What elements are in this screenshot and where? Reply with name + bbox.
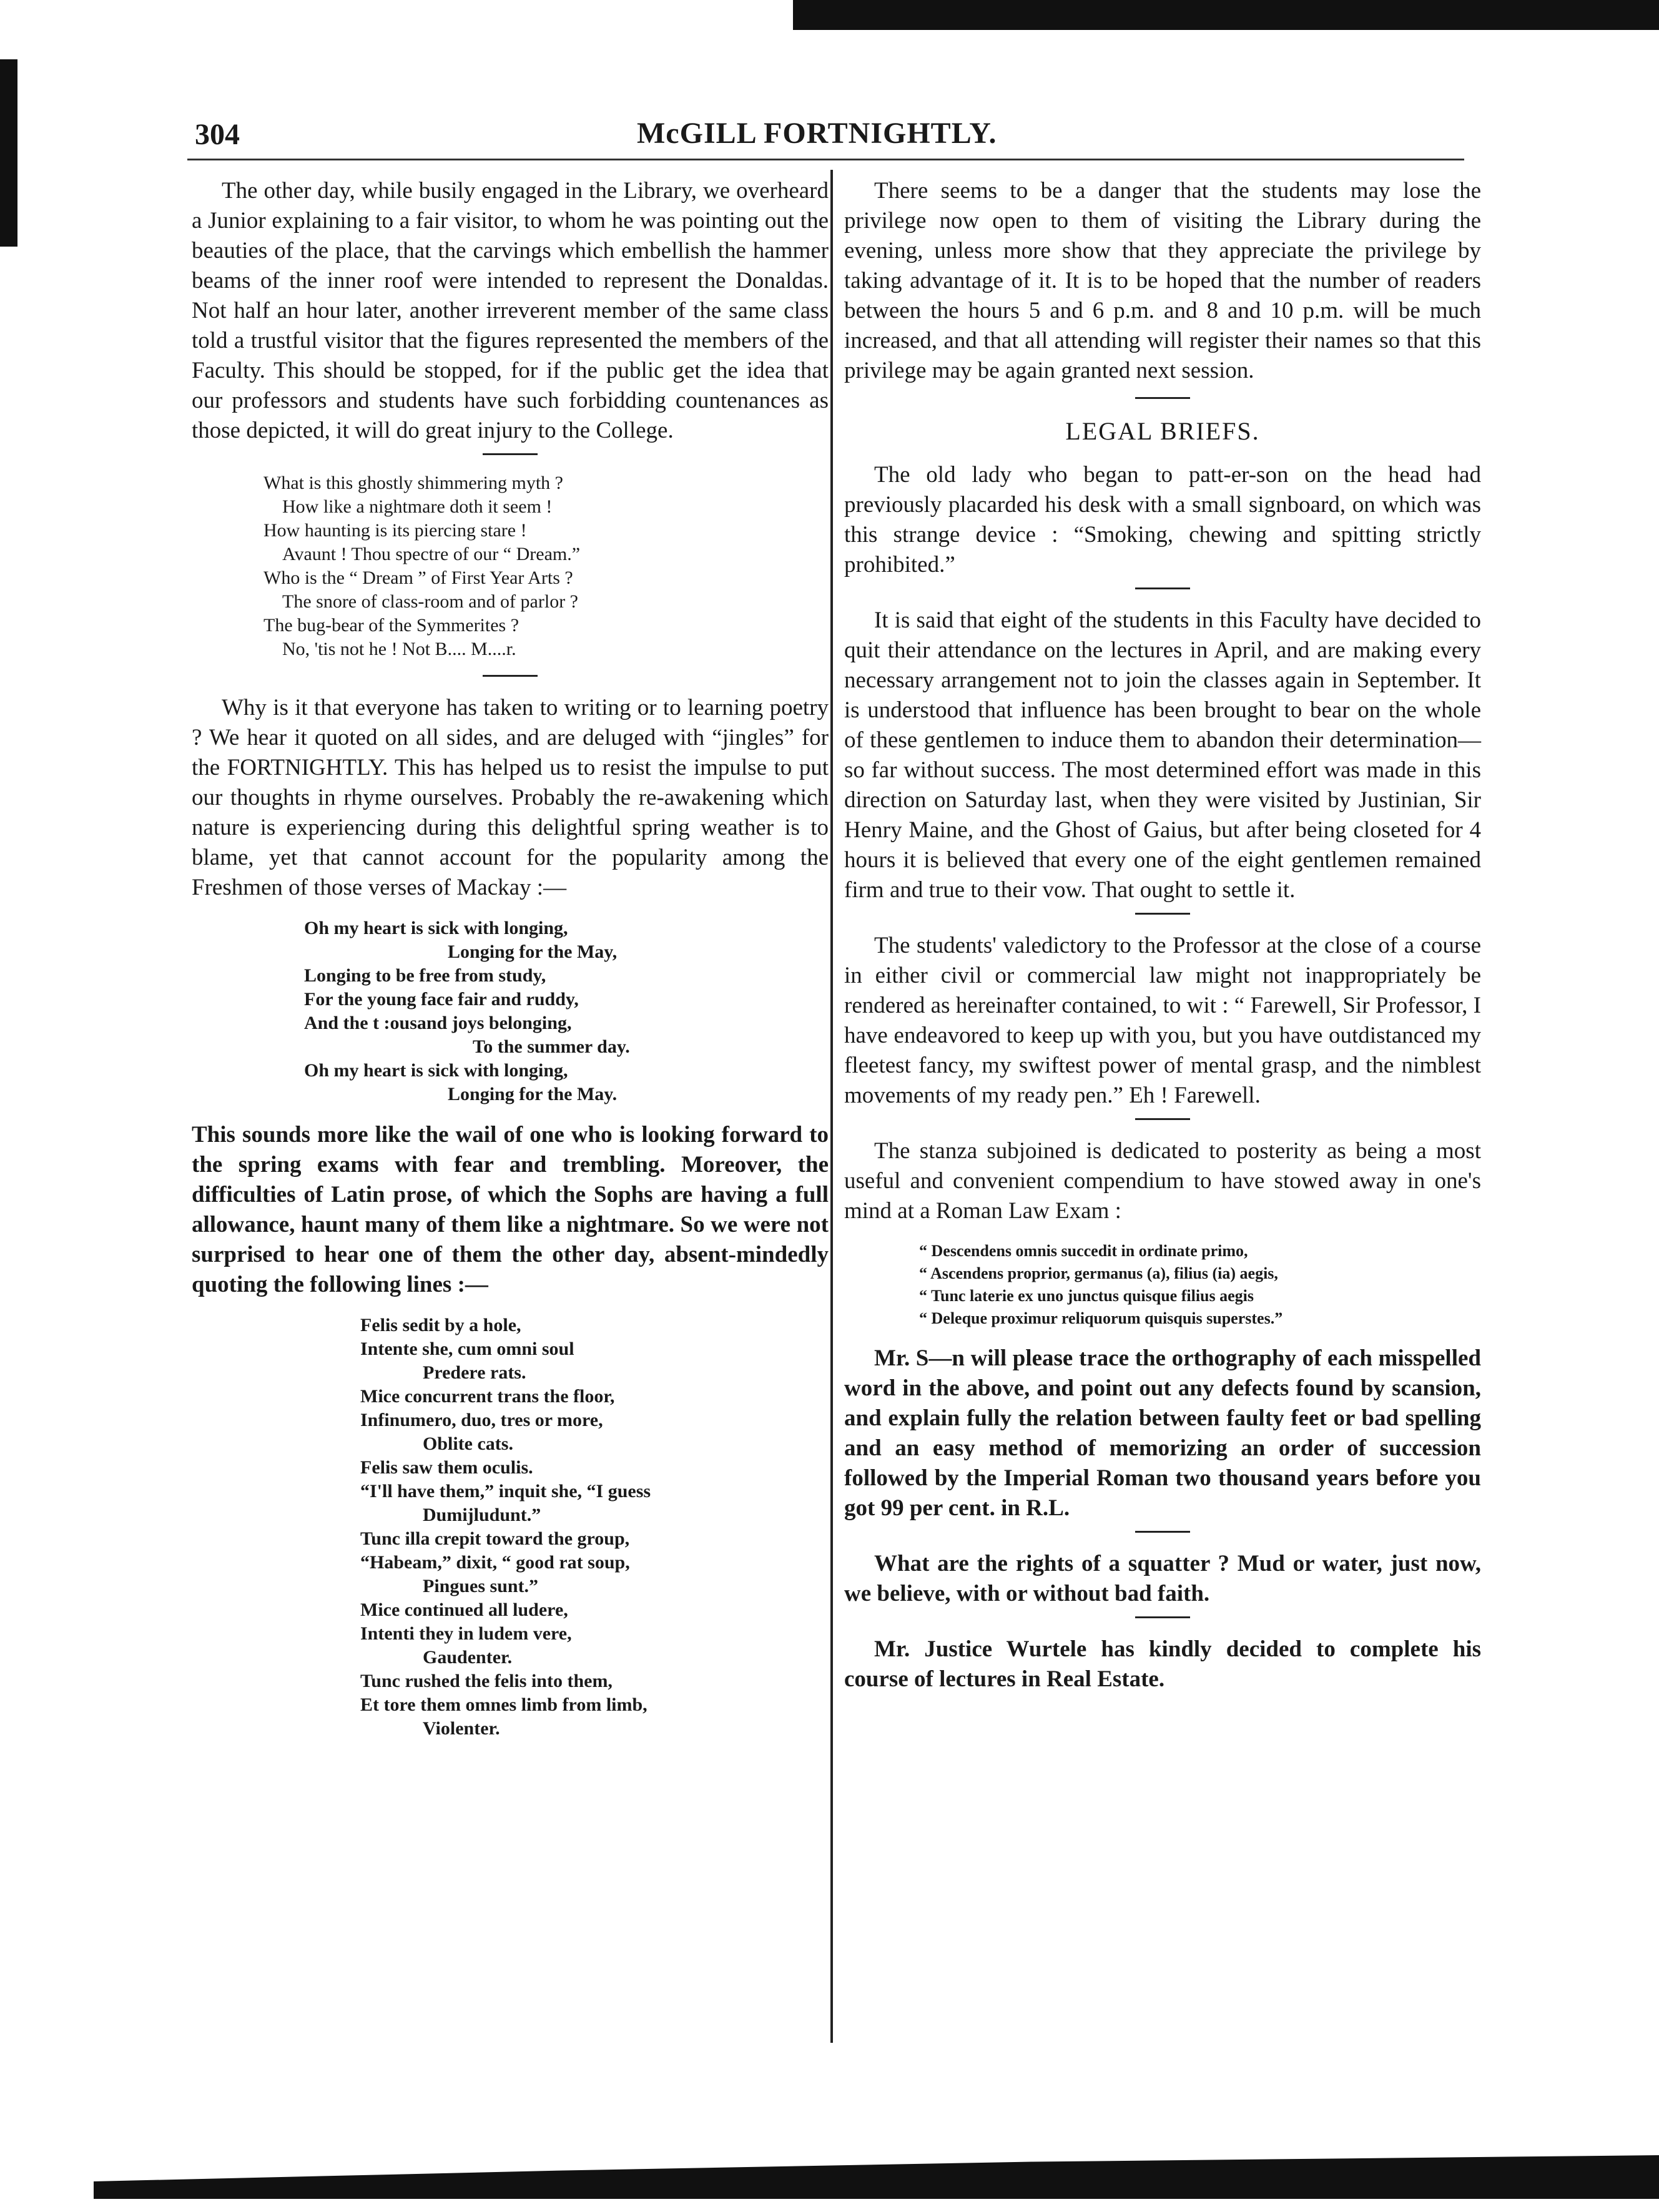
section-separator xyxy=(483,675,538,677)
poem-line: Dumijludunt.” xyxy=(423,1505,541,1525)
mackay-verses xyxy=(304,917,829,1106)
poem-line: Felis sedit by a hole, xyxy=(360,1315,521,1335)
poem-line: Et tore them omnes limb from limb, xyxy=(360,1694,647,1715)
section-separator xyxy=(483,453,538,455)
library-evening-paragraph: There seems to be a danger that the students may lose the privilege now open to them of visiting the Library during the evening, unless more show that they appreciate the privilege by taking advantage of it. It is to be hoped that the number of readers between the hours 5 and 6 p.m. and 8 and 10 p.m. will be much increased, and that all attending will register their names so that this privilege may be again granted next session. xyxy=(844,178,1481,383)
eight-students-paragraph: It is said that eight of the students in this Faculty have decided to quit their attendance on the lectures in April, and are making every necessary arrangement not to join the classes again in September. It is understood that influence has been brought to bear on the whole of these gentlemen to induce them to abandon their determination—so far without success. The most determined effort was made in this direction on Saturday last, when they were visited by Justinian, Sir Henry Maine, and the Ghost of Gaius, but after being closeted for 4 hours it is believed that every one of the eight gentlemen remained firm and true to their vow. That ought to settle it. xyxy=(844,607,1481,903)
poem-line: Longing for the May. xyxy=(448,1084,618,1104)
old-lady-paragraph: The old lady who began to patt-er-son on the head had previously placarded his desk with a small signboard, on which was this strange device : “Smoking, chewing and spitting strictly prohibited.” xyxy=(844,462,1481,578)
poem-line: Longing to be free from study, xyxy=(304,965,546,986)
poem-line: Oh my heart is sick with longing, xyxy=(304,918,568,938)
poem-line: Infinumero, duo, tres or more, xyxy=(360,1410,603,1430)
library-paragraph: The other day, while busily engaged in the Library, we overheard a Junior explaining to a fair visitor, to whom he was pointing out the beauties of the place, that the carvings which embellish the hammer beams of the inner roof were intended to represent the Donaldas. Not half an hour later, another irreverent member of the same class told a trustful visitor that the figures represented the members of the Faculty. This should be stopped, for if the public get the idea that our professors and students have such forbidding countenances as those depicted, it will do great injury to the College. xyxy=(192,178,829,443)
poem-line: Violenter. xyxy=(423,1718,500,1739)
poem-line: And the t :ousand joys belonging, xyxy=(304,1013,572,1033)
section-separator xyxy=(1135,913,1190,915)
poem-line: The bug-bear of the Symmerites ? xyxy=(263,615,519,636)
scan-border-bottom xyxy=(94,2155,1659,2199)
header-rule xyxy=(187,159,1464,160)
stanza-intro-paragraph: The stanza subjoined is dedicated to posterity as being a most useful and convenient compendium to have stowed away in one's mind at a Roman Law Exam : xyxy=(844,1138,1481,1224)
poem-line: To the summer day. xyxy=(473,1036,630,1057)
poem-line: Predere rats. xyxy=(423,1362,526,1383)
poem-line: Intente she, cum omni soul xyxy=(360,1339,574,1359)
poem-line: Oblite cats. xyxy=(423,1433,513,1454)
section-separator xyxy=(1135,1118,1190,1120)
poem-line: Longing for the May, xyxy=(448,941,618,962)
section-separator xyxy=(1135,587,1190,589)
poem-line: “ Ascendens proprior, germanus (a), filius (ia) aegis, xyxy=(919,1264,1278,1282)
scan-border-top xyxy=(793,0,1659,30)
orthography-paragraph: Mr. S—n will please trace the orthography of each misspelled word in the above, and point out any defects found by scansion, and explain fully the relation between faulty feet or bad spelling and an easy method of memorizing an order of succession followed by the Imperial Roman two thousand years before you got 99 per cent. in R.L. xyxy=(844,1345,1481,1521)
section-separator xyxy=(1135,1616,1190,1618)
poem-line: “I'll have them,” inquit she, “I guess xyxy=(360,1481,651,1502)
felis-poem xyxy=(360,1314,829,1741)
latin-prose-paragraph: This sounds more like the wail of one who is looking forward to the spring exams with fear and trembling. Moreover, the difficulties of Latin prose, of which the Sophs are having a full allowance, haunt many of them like a nightmare. So we were not surprised to hear one of them the other day, absent-mindedly quoting the following lines :— xyxy=(192,1122,829,1297)
poem-line: Mice concurrent trans the floor, xyxy=(360,1386,615,1407)
poem-line: “ Deleque proximur reliquorum quisquis superstes.” xyxy=(919,1309,1283,1327)
poem-line: Oh my heart is sick with longing, xyxy=(304,1060,568,1081)
page-number: 304 xyxy=(195,118,240,151)
poem-line: “ Descendens omnis succedit in ordinate primo, xyxy=(919,1242,1248,1260)
poem-line: No, 'tis not he ! Not B.... M....r. xyxy=(282,639,516,659)
poetry-paragraph: Why is it that everyone has taken to writing or to learning poetry ? We hear it quoted on all sides, and are deluged with “jingles” for the FORTNIGHTLY. This has helped us to resist the impulse to put our thoughts in rhyme ourselves. Probably the re-awakening which nature is experiencing during this delightful spring weather is to blame, yet that cannot account for the popularity among the Freshmen of those verses of Mackay :— xyxy=(192,695,829,900)
section-title-legal-briefs: LEGAL BRIEFS. xyxy=(1065,417,1260,445)
poem-line: “ Tunc laterie ex uno junctus quisque filius aegis xyxy=(919,1287,1254,1305)
page-title: McGILL FORTNIGHTLY. xyxy=(637,117,997,150)
section-separator xyxy=(1135,397,1190,399)
poem-line: Tunc illa crepit toward the group, xyxy=(360,1528,630,1549)
poem-line: Pingues sunt.” xyxy=(423,1576,539,1596)
poem-line: “Habeam,” dixit, “ good rat soup, xyxy=(360,1552,630,1573)
left-column xyxy=(192,176,829,1754)
poem-line: Felis saw them oculis. xyxy=(360,1457,533,1478)
poem-line: Tunc rushed the felis into them, xyxy=(360,1671,613,1691)
column-divider xyxy=(830,170,833,2043)
right-column xyxy=(844,176,1481,1694)
poem-line: Avaunt ! Thou spectre of our “ Dream.” xyxy=(282,544,581,564)
poem-line: Who is the “ Dream ” of First Year Arts ? xyxy=(263,568,573,588)
section-separator xyxy=(1135,1531,1190,1533)
poem-line: The snore of class-room and of parlor ? xyxy=(282,591,578,612)
poem-line: Mice continued all ludere, xyxy=(360,1600,568,1620)
poem-line: Intenti they in ludem vere, xyxy=(360,1623,572,1644)
poem-line: How like a nightmare doth it seem ! xyxy=(282,496,553,517)
scan-border-left xyxy=(0,59,17,247)
roman-law-stanza xyxy=(919,1240,1481,1330)
valedictory-paragraph: The students' valedictory to the Professor at the close of a course in either civil or commercial law might not inappropriately be rendered as hereinafter contained, to wit : “ Farewell, Sir Professor, I have endeavored to keep up with you, but you have outdistanced my fleetest fancy, my swiftest power of mental grasp, and the nimblest movements of my ready pen.” Eh ! Farewell. xyxy=(844,933,1481,1108)
poem-line: For the young face fair and ruddy, xyxy=(304,989,579,1010)
poem-line: Gaudenter. xyxy=(423,1647,513,1668)
poem-line: How haunting is its piercing stare ! xyxy=(263,520,527,541)
poem-line: What is this ghostly shimmering myth ? xyxy=(263,473,563,493)
wurtele-paragraph: Mr. Justice Wurtele has kindly decided to complete his course of lectures in Real Estate. xyxy=(844,1636,1481,1692)
ghostly-myth-poem xyxy=(263,471,829,661)
squatter-paragraph: What are the rights of a squatter ? Mud or water, just now, we believe, with or without bad faith. xyxy=(844,1551,1481,1606)
